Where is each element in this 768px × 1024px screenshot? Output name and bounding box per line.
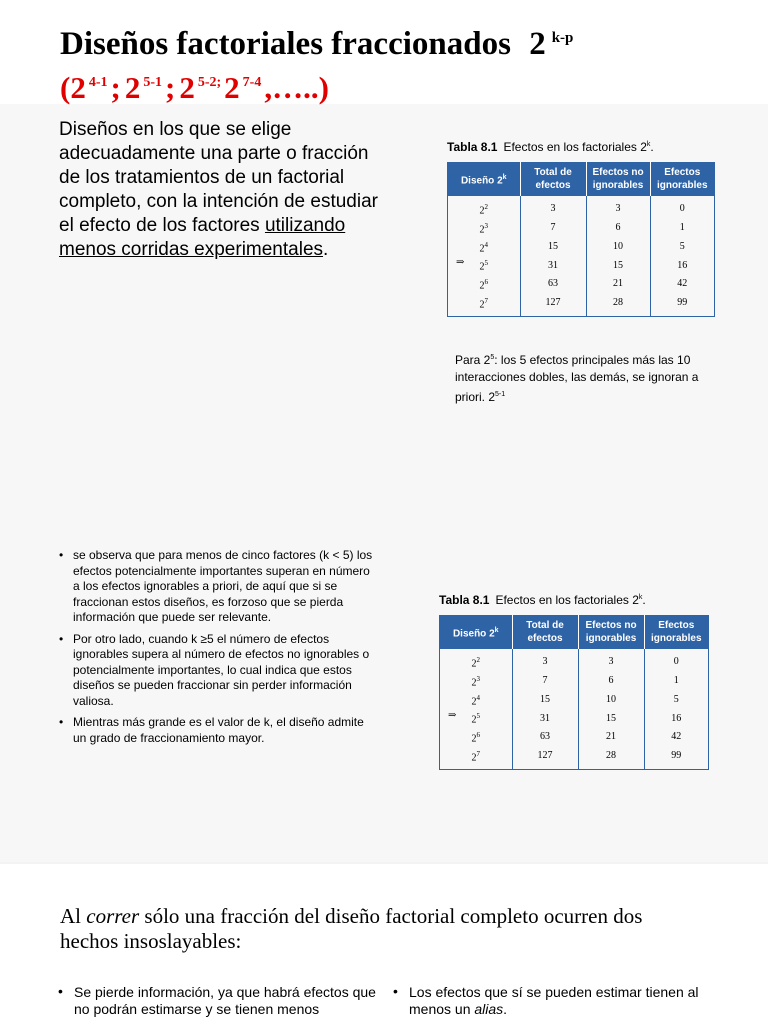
design-cell: $2^7$ <box>448 294 520 316</box>
ignorable-cell: 1 <box>673 674 679 686</box>
slide-1 <box>0 0 768 432</box>
analysis-bullet-list <box>58 548 376 752</box>
slide-3-lead <box>60 904 680 954</box>
table-row <box>448 219 714 238</box>
bullet-right-text <box>393 984 723 1018</box>
table-caption-end: . <box>650 140 654 154</box>
arrow-icon: ⇒ <box>456 257 465 269</box>
ignorable-cell: 1 <box>679 221 685 233</box>
table-row <box>448 294 714 316</box>
table-header-cell: Efectos no ignorables <box>586 162 650 196</box>
non-ignorable-cell: 10 <box>578 691 644 710</box>
bullet-text: se observa que para menos de cinco factores (k < 5) los efectos potencialmente importantes superan en número a los efectos ignorables a priori, de aquí que si se fraccionan estos diseños, es forzoso que se pierda información que puede ser relevante. <box>73 548 373 624</box>
table-caption-sup: k <box>646 141 651 148</box>
total-effects-cell: 3 <box>520 196 586 219</box>
bullet-text: Por otro lado, cuando k ≥5 el número de efectos ignorables supera al número de efectos no ignorables o potencialmente importantes, lo cual indica que estos diseños se pueden fraccionar sin perder información valiosa. <box>73 631 370 708</box>
table-caption-text: Efectos en los factoriales 2 <box>503 140 647 154</box>
table-header-cell: Diseño 2$^k$ <box>440 615 512 649</box>
bullet-right <box>393 984 723 1018</box>
table-row <box>448 238 714 257</box>
subtitle-base: 2 <box>179 70 195 105</box>
subtitle-exponent: 4-1 <box>88 75 108 90</box>
non-ignorable-cell: 6 <box>578 672 644 691</box>
total-effects-cell: 15 <box>512 691 578 710</box>
table-row <box>448 196 714 219</box>
bullet-item <box>58 715 376 746</box>
subtitle-separator: ; <box>110 70 121 105</box>
table-caption-text: Efectos en los factoriales 2 <box>495 593 639 607</box>
ignorable-cell: 42 <box>677 278 688 290</box>
subtitle-separator: ,…..) <box>264 70 329 105</box>
table-header-cell: Efectos ignorables <box>644 615 708 649</box>
intro-text: Diseños en los que se elige adecuadamente una parte o fracción de los tratamientos de un factorial completo, con la intención de estudiar el efecto de los factores <box>59 119 378 236</box>
total-effects-cell: 15 <box>520 238 586 257</box>
effects-table-2 <box>439 591 709 770</box>
table-header-row <box>440 615 708 649</box>
ignorable-cell: 0 <box>673 656 679 668</box>
total-effects-cell: 127 <box>512 747 578 769</box>
non-ignorable-cell: 10 <box>586 238 650 257</box>
slide-subtitle <box>60 68 333 115</box>
subtitle-base: 2 <box>224 70 240 105</box>
design-cell: $2^4$ <box>448 238 520 257</box>
subtitle-exponent: 5-1 <box>143 75 162 90</box>
table-row <box>448 256 714 275</box>
lead-italic: correr <box>86 904 140 928</box>
bullet-item <box>58 548 376 626</box>
design-cell: $2^6$ <box>440 728 512 747</box>
table-header-cell: Efectos no ignorables <box>578 615 644 649</box>
table-row <box>440 747 708 769</box>
intro-underlined-text: utilizando menos corridas experimentales <box>59 215 346 260</box>
bullet-left-text: Se pierde información, ya que habrá efectos que no podrán estimarse y se tienen menos <box>74 984 376 1017</box>
table-note <box>455 349 730 406</box>
table-frame <box>447 162 715 317</box>
non-ignorable-cell: 21 <box>578 728 644 747</box>
ignorable-cell: 16 <box>671 712 682 724</box>
ignorable-cell: 16 <box>677 259 688 271</box>
table-header-cell: Efectos ignorables <box>650 162 714 196</box>
table-row <box>440 672 708 691</box>
design-cell: $2^3$ <box>448 219 520 238</box>
note-sup: 5 <box>490 354 495 361</box>
design-cell: ⇒ $2^5$ <box>448 256 520 275</box>
bullet-glyph: • <box>59 548 64 562</box>
bullet-right-pre: Los efectos que sí se pueden estimar tienen al menos un <box>409 984 699 1017</box>
non-ignorable-cell: 15 <box>578 709 644 728</box>
bullet-right-post: . <box>503 1001 508 1017</box>
non-ignorable-cell: 21 <box>586 275 650 294</box>
non-ignorable-cell: 3 <box>578 649 644 672</box>
table-caption-end: . <box>642 593 646 607</box>
bullet-glyph: • <box>59 715 64 729</box>
title-base: 2 <box>529 26 546 62</box>
total-effects-cell: 7 <box>520 219 586 238</box>
table-row <box>448 275 714 294</box>
total-effects-cell: 7 <box>512 672 578 691</box>
design-cell: $2^6$ <box>448 275 520 294</box>
table-header-cell: Total de efectos <box>520 162 586 196</box>
total-effects-cell: 3 <box>512 649 578 672</box>
design-cell: $2^3$ <box>440 672 512 691</box>
non-ignorable-cell: 6 <box>586 219 650 238</box>
total-effects-cell: 63 <box>512 728 578 747</box>
note-sup-2: 5-1 <box>495 391 506 398</box>
effects-table <box>440 615 708 770</box>
title-text: Diseños factoriales fraccionados <box>60 26 511 62</box>
lead-post: sólo una fracción del diseño factorial completo ocurren dos hechos insoslayables: <box>60 904 643 953</box>
bullet-text: Mientras más grande es el valor de k, el diseño admite un grado de fraccionamiento mayor. <box>73 715 364 745</box>
table-header-cell: Total de efectos <box>512 615 578 649</box>
ignorable-cell: 5 <box>673 693 679 705</box>
subtitle-base: (2 <box>60 70 86 105</box>
slide-3 <box>0 864 768 1024</box>
total-effects-cell: 127 <box>520 294 586 316</box>
subtitle-separator: ; <box>165 70 176 105</box>
effects-table-1 <box>447 138 715 317</box>
table-body <box>440 649 708 769</box>
table-row <box>440 728 708 747</box>
table-frame <box>439 615 709 770</box>
ignorable-cell: 5 <box>679 240 685 252</box>
bullet-item <box>58 632 376 710</box>
subtitle-base: 2 <box>124 70 141 105</box>
intro-paragraph <box>59 118 389 262</box>
ignorable-cell: 0 <box>679 203 685 215</box>
ignorable-cell: 42 <box>671 731 682 743</box>
design-cell: $2^7$ <box>440 747 512 769</box>
ignorable-cell: 99 <box>677 297 688 309</box>
table-row <box>440 691 708 710</box>
ignorable-cell: 99 <box>671 750 682 762</box>
table-body <box>448 196 714 316</box>
table-caption-label: Tabla 8.1 <box>447 140 498 154</box>
lead-pre: Al <box>60 904 87 928</box>
bullet-right-italic: alias <box>474 1001 504 1017</box>
note-rest: : los 5 efectos principales más las 10 interacciones dobles, las demás, se ignoran a priori. 2 <box>455 353 699 404</box>
table-caption-sup: k <box>638 594 643 601</box>
slide-title <box>60 24 573 70</box>
non-ignorable-cell: 28 <box>586 294 650 316</box>
table-caption <box>447 138 715 154</box>
subtitle-exponent: 7-4 <box>242 75 262 90</box>
total-effects-cell: 31 <box>512 709 578 728</box>
design-cell: $2^4$ <box>440 691 512 710</box>
table-caption <box>439 591 709 607</box>
total-effects-cell: 31 <box>520 256 586 275</box>
non-ignorable-cell: 28 <box>578 747 644 769</box>
bullet-glyph: • <box>58 983 63 999</box>
design-cell: ⇒ $2^5$ <box>440 709 512 728</box>
note-text: Para 2 <box>455 353 491 367</box>
total-effects-cell: 63 <box>520 275 586 294</box>
arrow-icon: ⇒ <box>448 710 457 722</box>
design-cell: $2^2$ <box>448 196 520 219</box>
non-ignorable-cell: 3 <box>586 196 650 219</box>
bullet-left <box>58 984 378 1018</box>
intro-end: . <box>323 239 329 260</box>
design-cell: $2^2$ <box>440 649 512 672</box>
table-header-cell: Diseño 2$^k$ <box>448 162 520 196</box>
table-caption-label: Tabla 8.1 <box>439 593 490 607</box>
non-ignorable-cell: 15 <box>586 256 650 275</box>
title-exponent: k-p <box>551 30 574 46</box>
subtitle-exponent: 5-2; <box>197 75 222 90</box>
bullet-glyph: • <box>393 983 398 999</box>
table-row <box>440 649 708 672</box>
bullet-glyph: • <box>59 631 64 646</box>
table-header-row <box>448 162 714 196</box>
effects-table <box>448 162 714 317</box>
table-row <box>440 709 708 728</box>
